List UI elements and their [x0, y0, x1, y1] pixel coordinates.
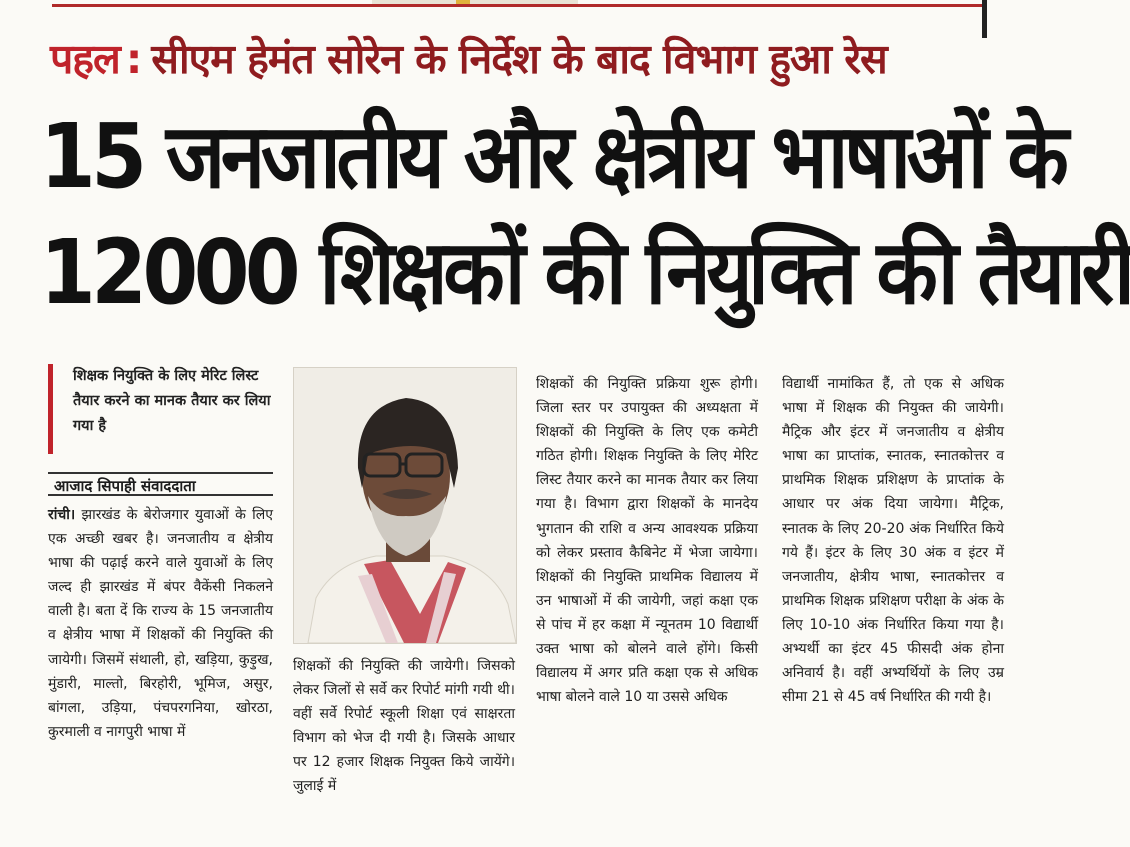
pull-quote: शिक्षक नियुक्ति के लिए मेरिट लिस्ट तैयार करने का मानक तैयार कर लिया गया है: [48, 364, 273, 454]
kicker-separator: :: [125, 35, 142, 83]
dateline-city: रांची।: [48, 507, 76, 523]
article-column-1-text: झारखंड के बेरोजगार युवाओं के लिए एक अच्छी खबर है। जनजातीय व क्षेत्रीय भाषा की पढ़ाई करने वाले युवाओं के लिए जल्द ही झारखंड में बंपर वैकेंसी निकलने वाली है। बता दें कि राज्य के 15 जनजातीय व क्षेत्रीय भाषा में शिक्षकों की नियुक्ति की जायेगी। जिसमें संथाली, हो, खड़िया, कुड़ुख, मुंडारी, माल्तो, बिरहोरी, भूमिज, असुर, बांगला, उड़िया, पंचपरगनिया, खोरठा, कुरमाली व नागपुरी भाषा में: [48, 507, 273, 740]
article-column-2: शिक्षकों की नियुक्ति की जायेगी। जिसको लेकर जिलों से सर्वे कर रिपोर्ट मांगी गयी थी। वहीं सर्वे रिपोर्ट स्कूली शिक्षा एवं साक्षरता विभाग को भेज दी गयी है। जिसके आधार पर 12 हजार शिक्षक नियुक्त किये जायेंगे। जुलाई में: [293, 658, 515, 795]
portrait-illustration: [294, 368, 516, 643]
headline-line-2: 12000 शिक्षकों की नियुक्ति की तैयारी: [40, 220, 1130, 324]
headline: [40, 98, 1130, 330]
top-rule: [52, 4, 982, 7]
article-column-4: विद्यार्थी नामांकित हैं, तो एक से अधिक भाषा में शिक्षक की नियुक्त की जायेगी। मैट्रिक और इंटर में जनजातीय व क्षेत्रीय भाषा का प्राप्तांक, स्नातक, स्नातकोत्तर व प्राथमिक शिक्षक प्रशिक्षण के प्राप्तांक के आधार पर अंक दिया जायेगा। मैट्रिक, स्नातक के लिए 20-20 अंक निर्धारित किये गये हैं। इंटर के लिए 30 अंक व इंटर में जनजातीय, क्षेत्रीय भाषा, स्नातकोत्तर व प्राथमिक शिक्षक प्रशिक्षण परीक्षा के अंक के लिए 10-10 अंक निर्धारित किया गया है। अभ्यर्थी का इंटर 45 फीसदी अंक होना अनिवार्य है। वहीं अभ्यर्थियों के लिए उम्र सीमा 21 से 45 वर्ष निर्धारित की गयी है।: [782, 376, 1004, 706]
article-column-1: [48, 503, 273, 744]
kicker-label: पहल: [50, 35, 120, 83]
portrait-photo: [293, 367, 517, 644]
headline-line-1: 15 जनजातीय और क्षेत्रीय भाषाओं के: [40, 104, 1065, 208]
byline: आजाद सिपाही संवाददाता: [48, 472, 273, 496]
kicker-text: सीएम हेमंत सोरेन के निर्देश के बाद विभाग हुआ रेस: [151, 35, 887, 83]
kicker: [50, 30, 995, 88]
article-column-3: शिक्षकों की नियुक्ति प्रक्रिया शुरू होगी। जिला स्तर पर उपायुक्त की अध्यक्षता में शिक्षकों की नियुक्ति के लिए एक कमेटी गठित होगी। शिक्षक नियुक्ति के लिए मेरिट लिस्ट तैयार करने का मानक तैयार कर लिया गया है। विभाग द्वारा शिक्षकों के मानदेय भुगतान की राशि व अन्य आवश्यक प्रक्रिया को लेकर प्रस्ताव कैबिनेट में भेजा जायेगा। शिक्षकों की नियुक्ति प्राथमिक विद्यालय में उन भाषाओं में की जायेगी, जहां कक्षा एक से पांच में हर कक्षा में न्यूनतम 10 विद्यार्थी उक्त भाषा को बोलने वाले होंगे। किसी विद्यालय में अगर प्रति कक्षा एक से अधिक भाषा बोलने वाले 10 या उससे अधिक: [536, 376, 758, 706]
